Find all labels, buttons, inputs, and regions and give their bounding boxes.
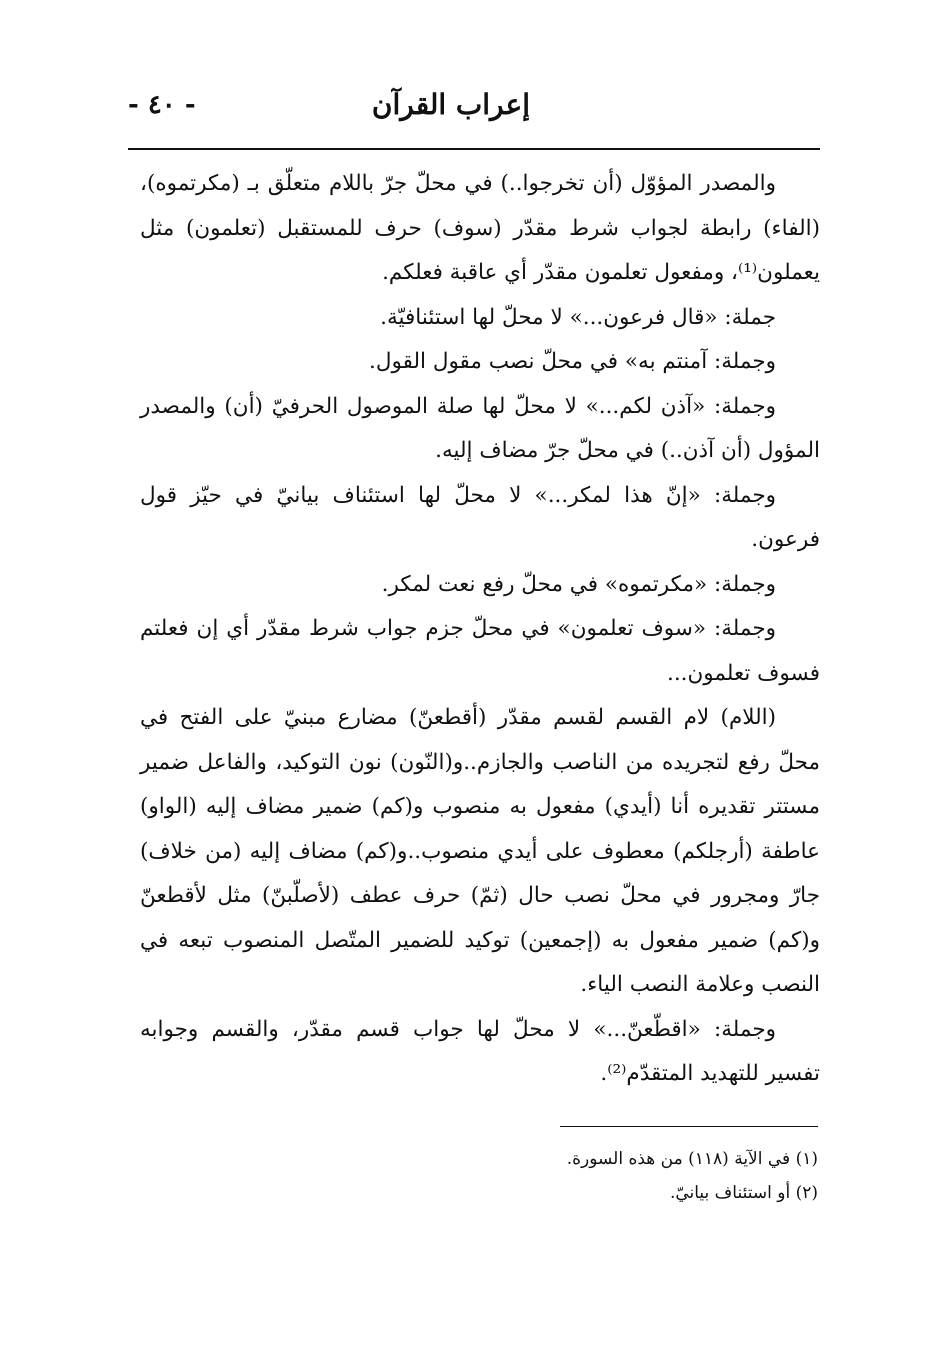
- paragraph: وجملة: «سوف تعلمون» في محلّ جزم جواب شرط مقدّر أي إن فعلتم فسوف تعلمون...: [140, 616, 820, 686]
- paragraph: وجملة: «اقطّعنّ...» لا محلّ لها جواب قسم مقدّر، والقسم وجوابه تفسير للتهديد المتقدّم⁽²⁾.: [140, 1016, 820, 1086]
- page-number: - ٤٠ -: [128, 90, 196, 120]
- footnote: (٢) أو استئناف بيانيّ.: [669, 1183, 818, 1203]
- running-title: إعراب القرآن: [371, 88, 530, 121]
- footnote-divider: [560, 1126, 818, 1127]
- paragraph: وجملة: «إنّ هذا لمكر...» لا محلّ لها استئناف بيانيّ في حيّز قول فرعون.: [140, 482, 820, 552]
- paragraph: وجملة: «مكرتموه» في محلّ رفع نعت لمكر.: [381, 571, 776, 597]
- page-header: [128, 88, 818, 132]
- paragraph: وجملة: «آذن لكم...» لا محلّ لها صلة الموصول الحرفيّ (أن) والمصدر المؤول (أن آذن..) في محلّ جرّ مضاف إليه.: [140, 393, 820, 463]
- paragraph: جملة: «قال فرعون...» لا محلّ لها استئنافيّة.: [380, 304, 776, 330]
- paragraph: والمصدر المؤوّل (أن تخرجوا..) في محلّ جرّ باللام متعلّق بـ (مكرتموه)، (الفاء) رابطة لجواب شرط مقدّر (سوف) حرف للمستقبل (تعلمون) مثل يعملون⁽¹⁾، ومفعول تعلمون مقدّر أي عاقبة فعلكم.: [140, 171, 820, 285]
- header-divider: [128, 148, 820, 150]
- paragraph: (اللام) لام القسم لقسم مقدّر (أقطعنّ) مضارع مبنيّ على الفتح في محلّ رفع لتجريده من الناصب والجازم..و(النّون) نون التوكيد، والفاعل ضمير مستتر تقديره أنا (أيدي) مفعول به منصوب و(كم) ضمير مضاف إليه (الواو) عاطفة (أرجلكم) معطوف على أيدي منصوب..و(كم) مضاف إليه (من خلاف) جارّ ومجرور في محلّ نصب حال (ثمّ) حرف عطف (لأصلّبنّ) مثل لأقطعنّ و(كم) ضمير مفعول به (إجمعين) توكيد للضمير المتّصل المنصوب تبعه في النصب وعلامة النصب الياء.: [140, 705, 820, 997]
- paragraph: وجملة: آمنتم به» في محلّ نصب مقول القول.: [369, 349, 776, 374]
- footnote: (١) في الآية (١١٨) من هذه السورة.: [566, 1149, 818, 1169]
- footnotes: [300, 1142, 818, 1210]
- main-text: [140, 162, 820, 1097]
